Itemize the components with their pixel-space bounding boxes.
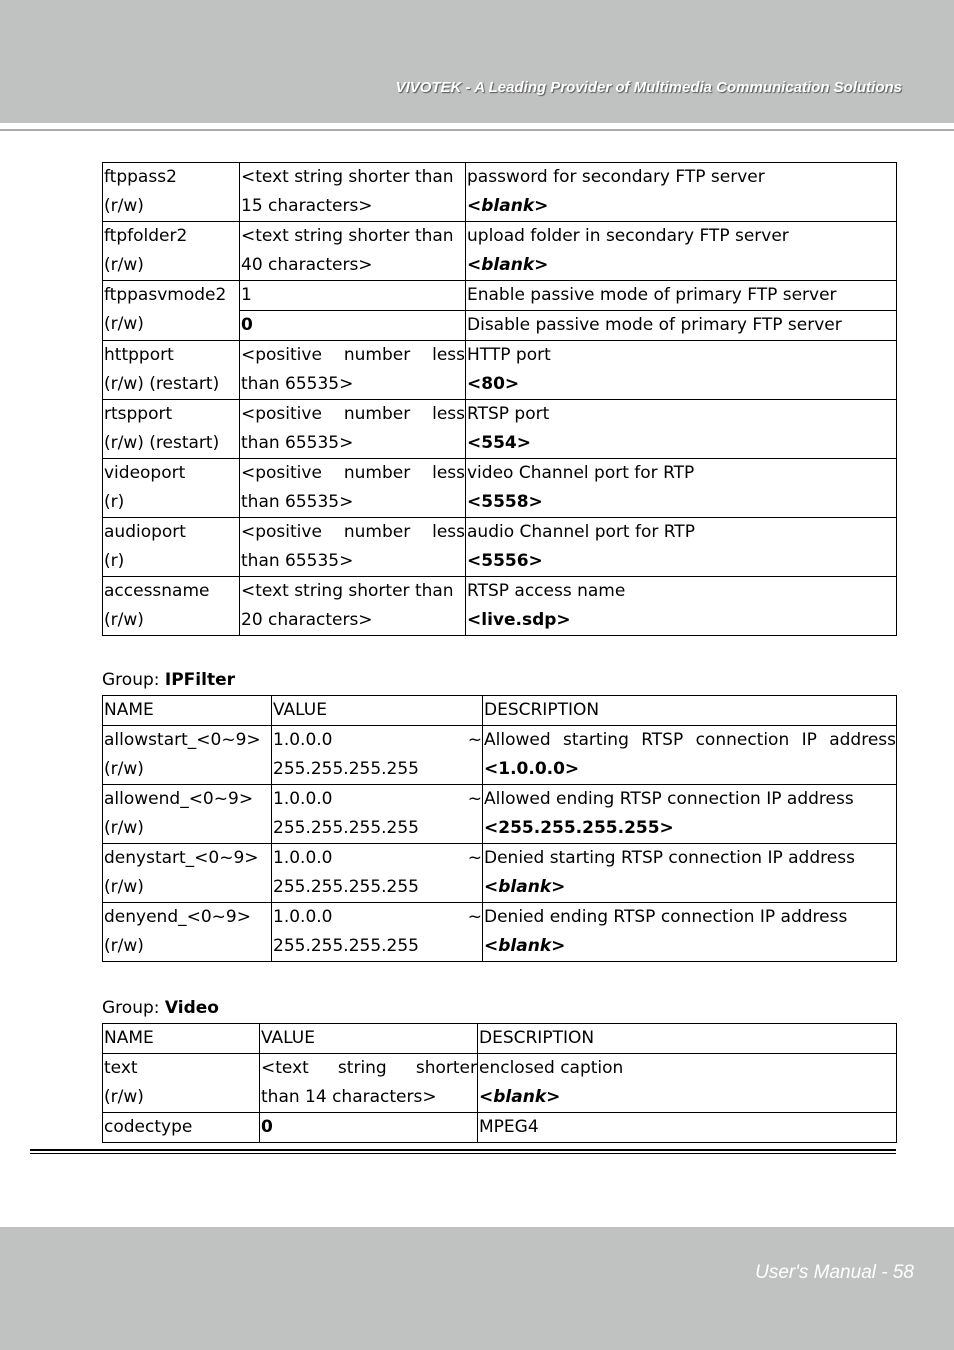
- param-name-cell: ftppasvmode2 (r/w): [103, 281, 240, 341]
- table-row: [103, 577, 897, 636]
- param-value-cell: 0: [240, 311, 466, 341]
- column-header-value: VALUE: [260, 1024, 478, 1054]
- param-name-cell: denystart_<0~9> (r/w): [103, 844, 272, 903]
- page-footer: [0, 1227, 954, 1350]
- param-value-cell: 1.0.0.0 ~ 255.255.255.255: [272, 844, 483, 903]
- param-name-cell: videoport (r): [103, 459, 240, 518]
- table-row: [103, 341, 897, 400]
- table-row: [103, 222, 897, 281]
- footer-divider: [30, 1149, 896, 1155]
- network-parameters-table: [102, 162, 897, 636]
- param-name-cell: allowstart_<0~9> (r/w): [103, 726, 272, 785]
- column-header-name: NAME: [103, 696, 272, 726]
- header-divider: [0, 129, 954, 131]
- column-header-description: DESCRIPTION: [483, 696, 897, 726]
- video-table: [102, 1023, 897, 1143]
- param-value-cell: <positive number less than 65535>: [240, 518, 466, 577]
- table-row: [103, 281, 897, 311]
- param-value-cell: 1: [240, 281, 466, 311]
- document-body: [102, 162, 896, 1143]
- table-row: [103, 726, 897, 785]
- param-desc-cell: enclosed caption <blank>: [478, 1054, 897, 1113]
- column-header-description: DESCRIPTION: [478, 1024, 897, 1054]
- param-desc-cell: Denied ending RTSP connection IP address <blank>: [483, 903, 897, 962]
- param-desc-cell: Denied starting RTSP connection IP address <blank>: [483, 844, 897, 903]
- table-header-row: [103, 696, 897, 726]
- param-desc-cell: HTTP port <80>: [466, 341, 897, 400]
- param-desc-cell: audio Channel port for RTP <5556>: [466, 518, 897, 577]
- param-desc-cell: MPEG4: [478, 1113, 897, 1143]
- param-name-cell: accessname (r/w): [103, 577, 240, 636]
- param-desc-cell: Enable passive mode of primary FTP server: [466, 281, 897, 311]
- video-group-heading: Group: Video: [102, 998, 219, 1018]
- param-name-cell: ftpfolder2 (r/w): [103, 222, 240, 281]
- header-title: VIVOTEK - A Leading Provider of Multimedia Communication Solutions: [395, 79, 902, 96]
- param-value-cell: <text string shorter than 20 characters>: [240, 577, 466, 636]
- table-row: [103, 1054, 897, 1113]
- table-header-row: [103, 1024, 897, 1054]
- param-value-cell: <positive number less than 65535>: [240, 341, 466, 400]
- param-name-cell: text (r/w): [103, 1054, 260, 1113]
- param-value-cell: 0: [260, 1113, 478, 1143]
- param-desc-cell: password for secondary FTP server <blank>: [466, 163, 897, 222]
- ipfilter-table: [102, 695, 897, 962]
- param-name-cell: httpport (r/w) (restart): [103, 341, 240, 400]
- table-row: [103, 844, 897, 903]
- page-number-label: User's Manual - 58: [755, 1262, 914, 1283]
- param-value-cell: <text string shorter than 14 characters>: [260, 1054, 478, 1113]
- column-header-name: NAME: [103, 1024, 260, 1054]
- table-row: [103, 1113, 897, 1143]
- param-desc-cell: video Channel port for RTP <5558>: [466, 459, 897, 518]
- param-desc-cell: RTSP port <554>: [466, 400, 897, 459]
- table-row: [103, 518, 897, 577]
- param-value-cell: 1.0.0.0 ~ 255.255.255.255: [272, 903, 483, 962]
- param-name-cell: codectype: [103, 1113, 260, 1143]
- table-row: [103, 459, 897, 518]
- param-value-cell: <positive number less than 65535>: [240, 400, 466, 459]
- table-row: [103, 163, 897, 222]
- param-desc-cell: Disable passive mode of primary FTP server: [466, 311, 897, 341]
- param-name-cell: denyend_<0~9> (r/w): [103, 903, 272, 962]
- table-row: [103, 400, 897, 459]
- param-value-cell: <text string shorter than 15 characters>: [240, 163, 466, 222]
- param-desc-cell: Allowed starting RTSP connection IP address <1.0.0.0>: [483, 726, 897, 785]
- param-desc-cell: upload folder in secondary FTP server <blank>: [466, 222, 897, 281]
- column-header-value: VALUE: [272, 696, 483, 726]
- table-row: [103, 785, 897, 844]
- param-value-cell: 1.0.0.0 ~ 255.255.255.255: [272, 785, 483, 844]
- param-value-cell: 1.0.0.0 ~ 255.255.255.255: [272, 726, 483, 785]
- param-name-cell: allowend_<0~9> (r/w): [103, 785, 272, 844]
- ipfilter-group-heading: Group: IPFilter: [102, 670, 235, 690]
- param-desc-cell: Allowed ending RTSP connection IP address <255.255.255.255>: [483, 785, 897, 844]
- param-desc-cell: RTSP access name <live.sdp>: [466, 577, 897, 636]
- param-value-cell: <text string shorter than 40 characters>: [240, 222, 466, 281]
- param-value-cell: <positive number less than 65535>: [240, 459, 466, 518]
- param-name-cell: audioport (r): [103, 518, 240, 577]
- param-name-cell: rtspport (r/w) (restart): [103, 400, 240, 459]
- table-row: [103, 903, 897, 962]
- param-name-cell: ftppass2 (r/w): [103, 163, 240, 222]
- page-header: [0, 0, 954, 123]
